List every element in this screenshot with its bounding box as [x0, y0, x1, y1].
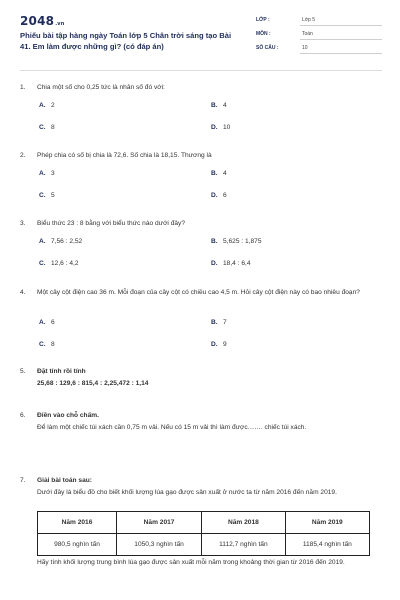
option-b[interactable]: [211, 101, 227, 111]
option-label: A.: [39, 170, 46, 177]
rice-production-table: [37, 511, 370, 556]
option-text: 6: [51, 319, 55, 326]
meta-question-count: [256, 42, 382, 56]
option-label: B.: [211, 170, 218, 177]
site-logo[interactable]: [20, 14, 65, 28]
option-d[interactable]: [211, 123, 230, 133]
option-text: 6: [223, 192, 227, 199]
option-b[interactable]: [211, 169, 227, 179]
option-text: 12,6 : 4,2: [51, 260, 79, 267]
option-a[interactable]: [39, 237, 82, 247]
worksheet-meta: [256, 14, 382, 56]
option-text: 10: [223, 124, 231, 131]
option-text: 5: [51, 192, 55, 199]
option-c[interactable]: [39, 259, 79, 269]
option-text: 3: [51, 170, 55, 177]
meta-divider: [300, 25, 382, 26]
question-subtext: Dưới đây là biểu đồ cho biết khối lượng lúa gạo được sản xuất ở nước ta từ năm 2016 đến năm 2019.: [37, 489, 337, 496]
option-d[interactable]: [211, 259, 251, 269]
option-text: 4: [223, 102, 227, 109]
header-divider: [20, 70, 382, 71]
worksheet-header: [20, 12, 382, 64]
question-text: Một cây cột điện cao 36 m. Mỗi đoạn của cây cột có chiều cao 4,5 m. Hỏi cây cột điện này có bao nhiêu đoạn?: [37, 289, 360, 296]
option-d[interactable]: [211, 191, 227, 201]
option-text: 18,4 : 6,4: [223, 260, 251, 267]
logo-suffix: .vn: [55, 21, 65, 27]
question-text: Phép chia có số bị chia là 72,6. Số chia là 18,15. Thương là: [37, 152, 212, 159]
option-text: 4: [223, 170, 227, 177]
option-a[interactable]: [39, 169, 55, 179]
question-number: 6.: [20, 412, 26, 419]
table-header-row: [38, 512, 370, 534]
option-label: C.: [39, 124, 46, 131]
worksheet-title: Phiếu bài tập hàng ngày Toán lớp 5 Chân trời sáng tạo Bài 41. Em làm được những gì? (có đáp án): [20, 31, 232, 51]
option-label: D.: [211, 124, 218, 131]
meta-class: [256, 14, 382, 28]
question-number: 4.: [20, 289, 26, 296]
meta-count-value: 10: [302, 45, 308, 51]
option-text: 5,625 : 1,875: [223, 238, 262, 245]
option-label: C.: [39, 341, 46, 348]
option-label: B.: [211, 319, 218, 326]
question-subtext: 25,68 : 129,6 : 815,4 : 2,25,472 : 1,14: [37, 380, 149, 387]
option-label: A.: [39, 319, 46, 326]
question-subtext: Để làm một chiếc túi xách cần 0,75 m vải. Nếu có 15 m vải thì làm được……. chiếc túi xách.: [37, 424, 307, 431]
option-label: C.: [39, 260, 46, 267]
option-c[interactable]: [39, 340, 55, 350]
option-text: 7,56 : 2,52: [51, 238, 83, 245]
table-row: [38, 534, 370, 556]
table-header-cell: Năm 2018: [202, 512, 286, 534]
option-a[interactable]: [39, 318, 55, 328]
option-label: B.: [211, 102, 218, 109]
option-label: A.: [39, 102, 46, 109]
question-number: 2.: [20, 152, 26, 159]
option-label: D.: [211, 260, 218, 267]
question-text: Điền vào chỗ chấm.: [37, 412, 99, 419]
option-text: 9: [223, 341, 227, 348]
question-subtext-2: Hãy tính khối lượng trung bình lúa gạo được sản xuất mỗi năm trong khoảng thời gian từ 2016 đến 2019.: [37, 559, 345, 566]
meta-subject-value: Toán: [302, 31, 313, 37]
question-number: 7.: [20, 477, 26, 484]
meta-subject: [256, 28, 382, 42]
option-text: 2: [51, 102, 55, 109]
option-label: B.: [211, 238, 218, 245]
option-label: D.: [211, 341, 218, 348]
option-d[interactable]: [211, 340, 227, 350]
meta-divider: [300, 39, 382, 40]
option-text: 8: [51, 124, 55, 131]
option-b[interactable]: [211, 237, 262, 247]
table-header-cell: Năm 2019: [285, 512, 369, 534]
option-label: D.: [211, 192, 218, 199]
meta-subject-key: MÔN :: [256, 31, 271, 37]
table-cell: 1112,7 nghìn tấn: [202, 534, 286, 556]
table-header-cell: Năm 2016: [38, 512, 117, 534]
option-c[interactable]: [39, 191, 55, 201]
meta-class-value: Lớp 5: [302, 17, 316, 23]
table-header-cell: Năm 2017: [116, 512, 201, 534]
meta-count-key: SỐ CÂU :: [256, 45, 279, 51]
question-text: Chia một số cho 0,25 tức là nhân số đó với:: [37, 84, 165, 91]
option-label: A.: [39, 238, 46, 245]
meta-class-key: LỚP :: [256, 17, 270, 23]
question-text: Đặt tính rồi tính: [37, 368, 86, 375]
question-text: Biểu thức 23 : 8 bằng với biểu thức nào dưới đây?: [37, 220, 185, 227]
meta-divider: [300, 53, 382, 54]
table-cell: 980,5 nghìn tấn: [38, 534, 117, 556]
question-number: 1.: [20, 84, 26, 91]
option-c[interactable]: [39, 123, 55, 133]
question-number: 3.: [20, 220, 26, 227]
table-cell: 1050,3 nghìn tấn: [116, 534, 201, 556]
question-text: Giải bài toán sau:: [37, 477, 92, 484]
question-number: 5.: [20, 368, 26, 375]
option-b[interactable]: [211, 318, 227, 328]
table-cell: 1185,4 nghìn tấn: [285, 534, 369, 556]
option-text: 8: [51, 341, 55, 348]
option-text: 7: [223, 319, 227, 326]
option-a[interactable]: [39, 101, 55, 111]
option-label: C.: [39, 192, 46, 199]
logo-text: 2048: [20, 14, 55, 28]
